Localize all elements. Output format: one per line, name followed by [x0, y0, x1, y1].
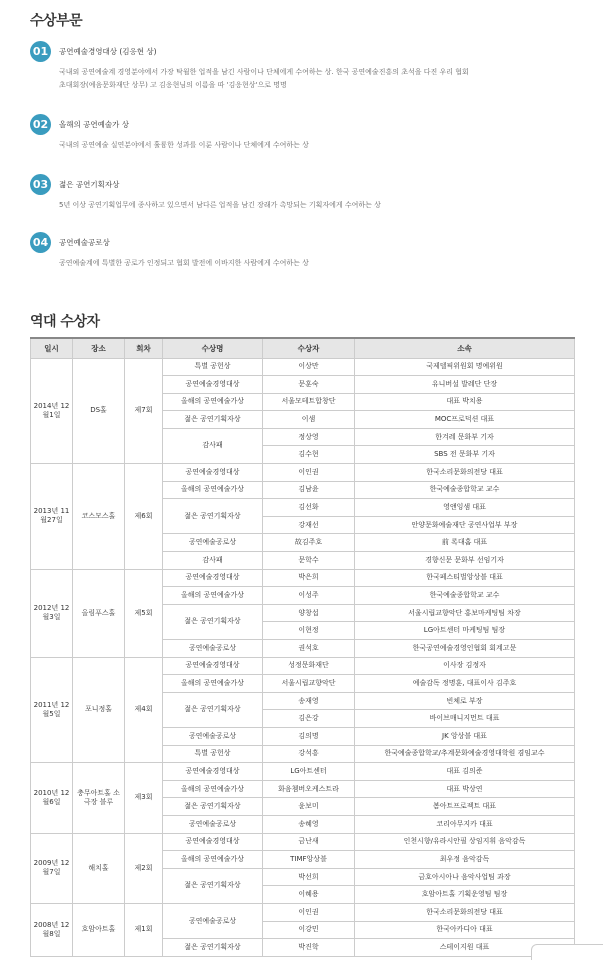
cell-place: 해치홀: [73, 833, 125, 903]
cell-winner: 故김주호: [263, 534, 355, 552]
cell-award: 올해의 공연예술가상: [163, 481, 263, 499]
cell-affiliation: 호암아트홀 기획운영팀 팀장: [355, 886, 575, 904]
cell-winner: 송혜영: [263, 815, 355, 833]
category-number-badge: 03: [30, 174, 51, 195]
cell-award: 감사패: [163, 552, 263, 570]
cell-place: 코스모스홀: [73, 464, 125, 570]
cell-affiliation: LG아트센터 마케팅팀 팀장: [355, 622, 575, 640]
cell-affiliation: 대표 김의준: [355, 763, 575, 781]
cell-round: 제4회: [125, 657, 163, 763]
cell-affiliation: 영앤잉샘 대표: [355, 499, 575, 517]
cell-winner: LG아트센터: [263, 763, 355, 781]
cell-round: 제6회: [125, 464, 163, 570]
cell-place: 포니정홀: [73, 657, 125, 763]
cell-affiliation: 대표 박치용: [355, 393, 575, 411]
cell-affiliation: 금호아시아나 음악사업팀 과장: [355, 868, 575, 886]
cell-winner: 박진학: [263, 939, 355, 957]
cell-winner: 이인권: [263, 464, 355, 482]
cell-award: 젊은 공연기획자상: [163, 798, 263, 816]
cell-award: 공연예술경영대상: [163, 657, 263, 675]
cell-winner: TIMF앙상블: [263, 851, 355, 869]
cell-winner: 화음쳄버오케스트라: [263, 780, 355, 798]
table-row: [31, 657, 575, 675]
category-description: 국내의 공연예술 실연분야에서 훌륭한 성과를 이룬 사람이나 단체에게 수여하는 상: [59, 141, 309, 149]
cell-winner: 송재영: [263, 692, 355, 710]
category-number-badge: 01: [30, 41, 51, 62]
cell-date: 2012년 12월3일: [31, 569, 73, 657]
cell-affiliation: 최우정 음악감독: [355, 851, 575, 869]
cell-winner: 권석호: [263, 640, 355, 658]
cell-award: 젊은 공연기획자상: [163, 939, 263, 957]
cell-award: 공연예술공로상: [163, 640, 263, 658]
cell-affiliation: 경향신문 문화부 선임기자: [355, 552, 575, 570]
header-round: 회차: [125, 338, 163, 358]
cell-affiliation: 한국예술종합학교 교수: [355, 587, 575, 605]
table-row: [31, 763, 575, 781]
cell-affiliation: 대표 박상연: [355, 780, 575, 798]
cell-award: 특별 공헌상: [163, 745, 263, 763]
cell-award: 올해의 공연예술가상: [163, 587, 263, 605]
cell-affiliation: 국제델픽위원회 명예위원: [355, 358, 575, 376]
category-description: 5년 이상 공연기획업무에 종사하고 있으면서 남다른 업적을 남긴 장래가 촉망되는 기획자에게 수여하는 상: [59, 201, 381, 209]
cell-award: 올해의 공연예술가상: [163, 780, 263, 798]
cell-affiliation: 한국페스티벌앙상블 대표: [355, 569, 575, 587]
cell-award: 젊은 공연기획자상: [163, 411, 263, 429]
cell-place: 호암아트홀: [73, 903, 125, 956]
cell-round: 제1회: [125, 903, 163, 956]
table-header-row: [31, 338, 575, 358]
cell-award: 공연예술경영대상: [163, 763, 263, 781]
category-name: 공연예술공로상: [59, 238, 110, 247]
cell-place: DS홀: [73, 358, 125, 464]
cell-winner: 박선희: [263, 868, 355, 886]
cell-winner: 이샘: [263, 411, 355, 429]
cell-winner: 성정문화재단: [263, 657, 355, 675]
cell-date: 2008년 12월8일: [31, 903, 73, 956]
winners-table: [30, 337, 575, 957]
category-number-badge: 04: [30, 232, 51, 253]
cell-affiliation: 한국소리문화의전당 대표: [355, 464, 575, 482]
cell-winner: 이상만: [263, 358, 355, 376]
cell-winner: 이강민: [263, 921, 355, 939]
cell-award: 공연예술경영대상: [163, 569, 263, 587]
cell-winner: 문학수: [263, 552, 355, 570]
cell-affiliation: 이사장 김정자: [355, 657, 575, 675]
cell-affiliation: SBS 전 문화부 기자: [355, 446, 575, 464]
cell-date: 2014년 12월1일: [31, 358, 73, 464]
cell-winner: 강석흥: [263, 745, 355, 763]
category-description: 초대회장(예음문화재단 상무) 고 김응현님의 이름을 따 '김응현상'으로 명명: [59, 81, 287, 89]
cell-affiliation: 前 록대홈 대표: [355, 534, 575, 552]
header-date: 일시: [31, 338, 73, 358]
cell-award: 공연예술공로상: [163, 534, 263, 552]
cell-affiliation: 한겨레 문화부 기자: [355, 428, 575, 446]
section-title-categories: 수상부문: [30, 13, 83, 29]
cell-affiliation: 유니버설 발레단 단장: [355, 376, 575, 394]
cell-award: 젊은 공연기획자상: [163, 692, 263, 727]
cell-award: 공연예술경영대상: [163, 833, 263, 851]
header-affiliation: 소속: [355, 338, 575, 358]
cell-award: 젊은 공연기획자상: [163, 868, 263, 903]
cell-round: 제7회: [125, 358, 163, 464]
header-award: 수상명: [163, 338, 263, 358]
cell-place: 충무아트홀 소극장 블루: [73, 763, 125, 833]
category-description: 국내외 공연예술계 경영분야에서 가장 탁월한 업적을 남긴 사람이나 단체에게 수여하는 상. 한국 공연예술진흥의 초석을 다진 우리 협회: [59, 68, 469, 76]
cell-award: 공연예술공로상: [163, 815, 263, 833]
cell-affiliation: JK 앙상블 대표: [355, 727, 575, 745]
cell-date: 2013년 11월27일: [31, 464, 73, 570]
cell-affiliation: 스테이지원 대표: [355, 939, 575, 957]
cell-winner: 양창섭: [263, 604, 355, 622]
cell-date: 2010년 12월6일: [31, 763, 73, 833]
cell-winner: 김의명: [263, 727, 355, 745]
cell-award: 공연예술공로상: [163, 903, 263, 938]
cell-award: 올해의 공연예술가상: [163, 393, 263, 411]
cell-affiliation: 한국아카디아 대표: [355, 921, 575, 939]
cell-affiliation: 코리아무지카 대표: [355, 815, 575, 833]
cell-winner: 김선화: [263, 499, 355, 517]
cell-affiliation: 빈체로 부장: [355, 692, 575, 710]
cell-affiliation: 안양문화예술재단 공연사업부 부장: [355, 516, 575, 534]
category-description: 공연예술계에 특별한 공로가 인정되고 협회 발전에 이바지한 사람에게 수여하는 상: [59, 259, 309, 267]
cell-round: 제5회: [125, 569, 163, 657]
cell-round: 제2회: [125, 833, 163, 903]
category-name: 올해의 공연예술가 상: [59, 120, 129, 129]
cell-winner: 윤보미: [263, 798, 355, 816]
cell-affiliation: 바이브매니지먼트 대표: [355, 710, 575, 728]
table-row: [31, 464, 575, 482]
table-row: [31, 833, 575, 851]
cell-round: 제3회: [125, 763, 163, 833]
category-name: 공연예술경영대상 (김응현 상): [59, 47, 157, 56]
cell-affiliation: 한국예술종합학교 교수: [355, 481, 575, 499]
cell-award: 젊은 공연기획자상: [163, 499, 263, 534]
cell-date: 2009년 12월7일: [31, 833, 73, 903]
section-title-winners: 역대 수상자: [30, 314, 100, 330]
cell-affiliation: 인천시향/유라시안필 상임지휘 음악감독: [355, 833, 575, 851]
cell-affiliation: 예술감독 정명훈, 대표이사 김주호: [355, 675, 575, 693]
table-row: [31, 569, 575, 587]
cell-winner: 박은희: [263, 569, 355, 587]
floating-widget[interactable]: [531, 944, 603, 960]
cell-winner: 이혜용: [263, 886, 355, 904]
cell-award: 올해의 공연예술가상: [163, 851, 263, 869]
cell-award: 공연예술경영대상: [163, 376, 263, 394]
cell-place: 올림푸스홀: [73, 569, 125, 657]
cell-award: 젊은 공연기획자상: [163, 604, 263, 639]
cell-affiliation: 봄아트프로젝트 대표: [355, 798, 575, 816]
cell-winner: 금난새: [263, 833, 355, 851]
cell-award: 공연예술경영대상: [163, 464, 263, 482]
header-winner: 수상자: [263, 338, 355, 358]
cell-winner: 서울시립교향악단: [263, 675, 355, 693]
cell-affiliation: 한국예술종합학교/추계문화예술경영대학원 겸임교수: [355, 745, 575, 763]
cell-winner: 김은강: [263, 710, 355, 728]
category-name: 젊은 공연기획자상: [59, 180, 120, 189]
cell-winner: 김남윤: [263, 481, 355, 499]
category-number-badge: 02: [30, 114, 51, 135]
cell-winner: 서울모테트합창단: [263, 393, 355, 411]
cell-affiliation: 한국소리문화의전당 대표: [355, 903, 575, 921]
cell-winner: 이현정: [263, 622, 355, 640]
table-row: [31, 903, 575, 921]
cell-winner: 강재선: [263, 516, 355, 534]
cell-award: 올해의 공연예술가상: [163, 675, 263, 693]
cell-affiliation: 한국공연예술경영인협회 회계고문: [355, 640, 575, 658]
cell-date: 2011년 12월5일: [31, 657, 73, 763]
cell-award: 공연예술공로상: [163, 727, 263, 745]
cell-winner: 정상영: [263, 428, 355, 446]
cell-winner: 문훈숙: [263, 376, 355, 394]
cell-winner: 이인권: [263, 903, 355, 921]
header-place: 장소: [73, 338, 125, 358]
table-row: [31, 358, 575, 376]
cell-affiliation: MOC프로덕션 대표: [355, 411, 575, 429]
cell-award: 감사패: [163, 428, 263, 463]
cell-winner: 이성주: [263, 587, 355, 605]
cell-affiliation: 서울시립교향악단 홍보마케팅팀 차장: [355, 604, 575, 622]
cell-winner: 김수현: [263, 446, 355, 464]
cell-award: 특별 공헌상: [163, 358, 263, 376]
